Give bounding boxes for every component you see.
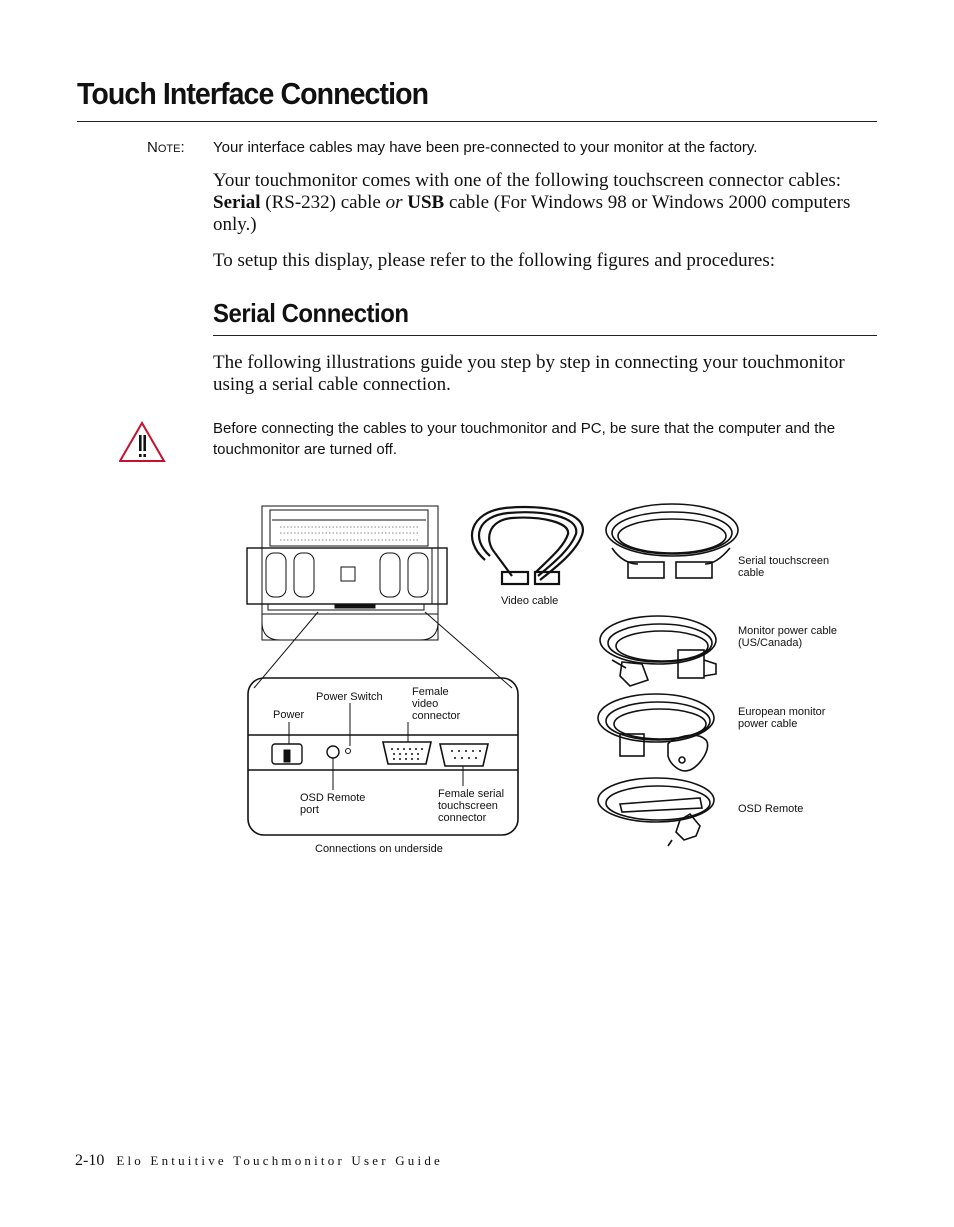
european-power-cable-label (738, 706, 825, 730)
monitor-power-label-line2: (US/Canada) (738, 637, 803, 649)
video-cable-illustration (472, 507, 583, 584)
serial-cable-label-line1: Serial touchscreen (738, 555, 830, 567)
power-label: Power (273, 709, 305, 721)
note-label: Note: (147, 139, 185, 156)
section-intro-paragraph: The following illustrations guide you step by step in connecting your touchmonitor using a serial cable connection. (213, 352, 845, 395)
warning-text: Before connecting the cables to your touchmonitor and PC, be sure that the computer and the touchmonitor are turned off. (213, 420, 836, 458)
european-power-label-line1: European monitor (738, 706, 826, 718)
serial-cable-label (738, 555, 829, 579)
female-serial-label-line2: touchscreen (438, 800, 498, 812)
osd-remote-label: OSD Remote (738, 803, 804, 815)
monitor-power-cable-label (738, 625, 837, 649)
female-video-label-line2: video (412, 698, 439, 710)
female-serial-connector-label (438, 788, 504, 824)
guide-title: Elo Entuitive Touchmonitor User Guide (116, 1153, 443, 1168)
serial-cable-label-line2: cable (738, 567, 765, 579)
connections-caption: Connections on underside (315, 843, 443, 855)
european-power-label-line2: power cable (738, 718, 798, 730)
power-switch-label: Power Switch (316, 691, 383, 703)
osd-port-label-line1: OSD Remote (300, 792, 366, 804)
intro-part3: cable (For Windows 98 or Windows 2000 computers only.) (213, 192, 851, 235)
monitor-underside-illustration (247, 506, 447, 640)
note-text: Your interface cables may have been pre-connected to your monitor at the factory. (213, 139, 758, 156)
intro-usb: USB (407, 192, 445, 213)
female-serial-label-line3: connector (438, 812, 487, 824)
intro-or: or (385, 192, 403, 213)
page-title: Touch Interface Connection (77, 76, 429, 111)
female-video-label-line3: connector (412, 710, 461, 722)
video-cable-label: Video cable (501, 595, 559, 607)
intro-part1: Your touchmonitor comes with one of the following touchscreen connector cables: (213, 170, 842, 191)
european-power-cable-illustration (598, 694, 714, 771)
page-number: 2-10 (75, 1152, 105, 1169)
osd-remote-port-label (300, 792, 365, 816)
intro-serial: Serial (213, 192, 261, 213)
female-serial-label-line1: Female serial (438, 788, 505, 800)
us-power-cable-illustration (600, 616, 716, 686)
female-video-connector-label (412, 686, 460, 722)
monitor-power-label-line1: Monitor power cable (738, 625, 838, 637)
intro-part2: (RS-232) cable (260, 192, 386, 213)
female-video-label-line1: Female (412, 686, 449, 698)
osd-port-label-line2: port (300, 804, 319, 816)
section-title: Serial Connection (213, 298, 409, 328)
page-footer (75, 1152, 443, 1170)
osd-remote-illustration (598, 778, 714, 846)
setup-paragraph: To setup this display, please refer to the following figures and procedures: (213, 250, 776, 271)
serial-cable-illustration (606, 504, 738, 578)
